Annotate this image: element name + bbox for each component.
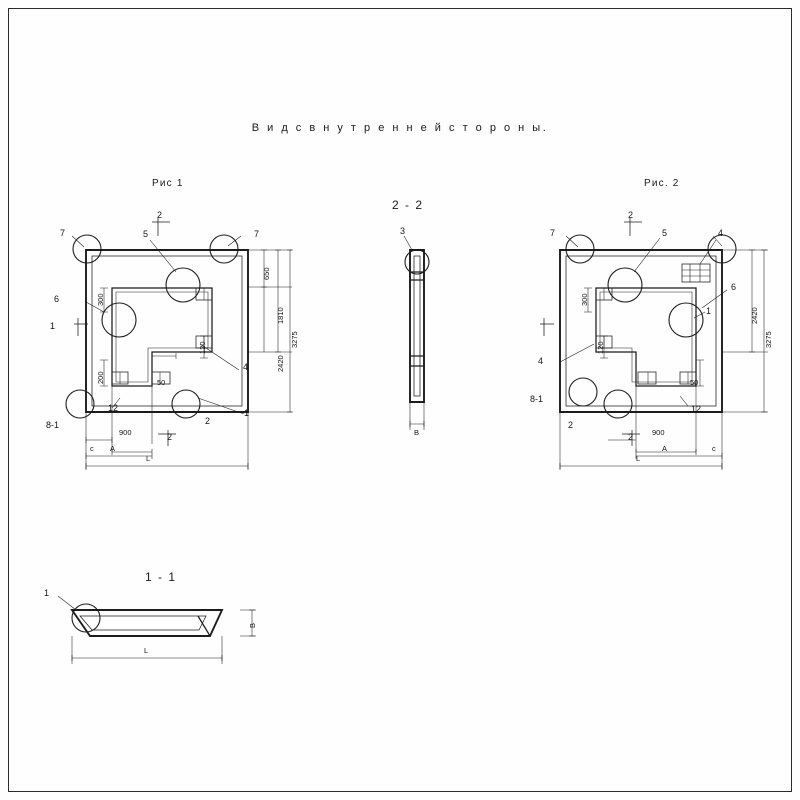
fig1-callout-4: 4 [243, 362, 249, 372]
fig2-callout-7: 7 [550, 228, 556, 238]
fig1-callout-1-left: 1 [50, 321, 56, 331]
fig2-dim-300: 300 [580, 293, 589, 306]
sheet-title: В и д с в н у т р е н н е й с т о р о н ы. [251, 122, 549, 134]
fig1-callout-7-top-right: 7 [254, 229, 260, 239]
fig1-callout-2-bottom-right: 2 [205, 416, 211, 426]
fig1-callout-2-bottom: 2 [167, 432, 173, 442]
sec11-callout-1: 1 [44, 588, 50, 598]
section-2-2-label: 2 - 2 [392, 198, 424, 212]
sec22-callout-3: 3 [400, 226, 406, 236]
fig2-callout-4-top-right: 4 [718, 228, 724, 238]
fig2-callout-8-1: 8-1 [530, 394, 544, 404]
sec11-dim-B: B [248, 622, 257, 628]
fig2-dim-2420: 2420 [750, 307, 759, 324]
fig1-callout-7-top-left: 7 [60, 228, 66, 238]
fig2-callout-2-bottom: 2 [628, 432, 634, 442]
fig1-dim-2420: 2420 [276, 355, 285, 372]
fig1-dim-50: 50 [157, 378, 166, 387]
figure-1-label: Рис 1 [152, 178, 184, 189]
fig2-dim-L: L [636, 454, 641, 463]
fig2-dim-3275: 3275 [764, 331, 773, 348]
fig2-callout-2-top: 2 [628, 210, 634, 220]
fig2-callout-1: 1 [706, 306, 712, 316]
sec11-dim-L: L [144, 646, 149, 655]
fig1-callout-8-1: 8-1 [46, 420, 60, 430]
fig2-dim-c: c [712, 444, 716, 453]
fig2-dim-900: 900 [652, 428, 665, 437]
fig1-dim-3275: 3275 [290, 331, 299, 348]
section-1-1-label: 1 - 1 [145, 570, 177, 584]
fig2-dim-50: 50 [690, 378, 699, 387]
figure-2-label: Рис. 2 [644, 178, 680, 189]
fig1-dim-L: L [146, 454, 151, 463]
sec22-dim-B: B [414, 428, 420, 437]
fig1-dim-120: 120 [198, 341, 207, 354]
fig2-dim-A: A [662, 444, 668, 453]
fig1-dim-650: 650 [262, 267, 271, 280]
fig1-dim-c: c [90, 444, 94, 453]
fig1-dim-300: 300 [96, 293, 105, 306]
fig1-callout-5: 5 [143, 229, 149, 239]
fig1-callout-2-top: 2 [157, 210, 163, 220]
fig2-dim-120: 120 [596, 341, 605, 354]
fig2-callout-12: 12 [691, 404, 702, 414]
fig1-dim-200: 200 [96, 371, 105, 384]
fig1-dim-1810: 1810 [276, 307, 285, 324]
fig2-callout-2-bottom-left: 2 [568, 420, 574, 430]
fig1-callout-1-bottom-right: 1 [244, 408, 250, 418]
fig2-callout-4-left: 4 [538, 356, 544, 366]
fig1-callout-6: 6 [54, 294, 60, 304]
fig1-callout-12: 12 [108, 403, 119, 413]
fig1-dim-900: 900 [119, 428, 132, 437]
fig2-callout-5: 5 [662, 228, 668, 238]
fig1-dim-A: A [110, 444, 116, 453]
fig2-callout-6: 6 [731, 282, 737, 292]
